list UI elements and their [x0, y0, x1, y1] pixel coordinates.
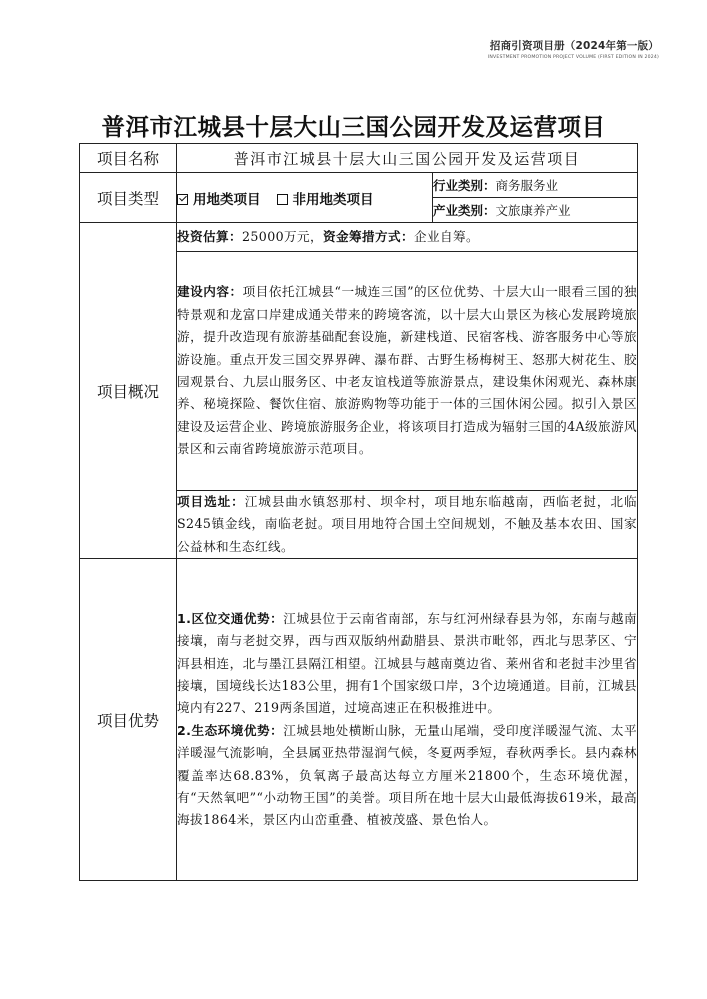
- investment-cell: [177, 223, 638, 252]
- construction-text: 项目依托江城县“一城连三国”的区位优势、十层大山一眼看三国的独特景观和龙富口岸建成通关带来的跨境客流，以十层大山景区为核心发展跨境旅游，提升改造现有旅游基础配套设施，新建栈道、民宿客栈、游客服务中心等旅游设施。重点开发三国交界界碑、瀑布群、古野生杨梅树王、怒那大树花生、胶园观景台、九层山服务区、中老友谊栈道等旅游景点，建设集休闲观光、森林康养、秘境探险、餐饮住宿、旅游购物等功能于一体的三国休闲公园。拟引入景区建设及运营企业、跨境旅游服务企业，将该项目打造成为辐射三国的4A级旅游风景区和云南省跨境旅游示范项目。: [177, 284, 638, 457]
- site-text: 江城县曲水镇怒那村、坝伞村，项目地东临越南，西临老挝，北临S245镇金线，南临老挝。项目用地符合国土空间规划，不触及基本农田、国家公益林和生态红线。: [177, 494, 638, 554]
- project-type-row: [80, 173, 638, 198]
- advantages-cell: [177, 559, 638, 881]
- funding-label: 资金筹措方式：: [323, 228, 414, 244]
- construction-cell: [177, 252, 638, 491]
- eco-advantage-label: 2.生态环境优势：: [177, 722, 284, 738]
- brochure-title-cn: 招商引资项目册（2024年第一版）: [489, 40, 659, 52]
- overview-label: 项目概况: [80, 223, 177, 559]
- investment-row: [80, 223, 638, 252]
- sector-category-label: 产业类别：: [433, 203, 496, 218]
- project-type-options: [177, 173, 433, 223]
- land-project-option: 用地类项目: [193, 191, 261, 208]
- project-name-value: 普洱市江城县十层大山三国公园开发及运营项目: [177, 144, 638, 173]
- advantages-label: 项目优势: [80, 559, 177, 881]
- investment-value: 25000万元，: [241, 228, 324, 244]
- funding-value: 企业自筹。: [413, 228, 479, 244]
- investment-label: 投资估算：: [177, 228, 242, 244]
- brochure-header: [488, 38, 659, 60]
- location-advantage-text: 江城县位于云南省南部，东与红河州绿春县为邻，东南与越南接壤，南与老挝交界，西与西双版纳州勐腊县、景洪市毗邻，西北与思茅区、宁洱县相连，北与墨江县隔江相望。江城县与越南奠边省、莱州省和老挝丰沙里省接壤，国境线长达183公里，拥有1个国家级口岸，3个边境通道。目前，江城县境内有227、219两条国道，过境高速正在积极推进中。: [177, 610, 638, 716]
- project-info-table: [79, 143, 638, 881]
- non-land-project-option: 非用地类项目: [292, 191, 374, 208]
- sector-category: [433, 198, 638, 223]
- advantages-row: [80, 559, 638, 881]
- checked-box-icon: [177, 194, 188, 205]
- industry-category: [433, 173, 638, 198]
- page-title: 普洱市江城县十层大山三国公园开发及运营项目: [101, 113, 606, 141]
- eco-advantage-text: 江城县地处横断山脉，无量山尾端，受印度洋暖湿气流、太平洋暖湿气流影响，全县属亚热带湿润气候，冬夏两季短，春秋两季长。县内森林覆盖率达68.83%，负氧离子最高达每立方厘米21800个，生态环境优渥，有“天然氧吧”“小动物王国”的美誉。项目所在地十层大山最低海拔619米，最高海拔1864米，景区内山峦重叠、植被茂盛、景色怡人。: [177, 722, 638, 828]
- site-cell: [177, 491, 638, 559]
- sector-category-value: 文旅康养产业: [495, 203, 571, 218]
- project-type-label: 项目类型: [80, 173, 177, 223]
- project-name-label: 项目名称: [80, 144, 177, 173]
- project-name-row: [80, 144, 638, 173]
- unchecked-box-icon: [277, 194, 288, 205]
- industry-category-label: 行业类别：: [433, 178, 496, 193]
- location-advantage: [177, 608, 637, 720]
- industry-category-value: 商务服务业: [495, 178, 559, 193]
- brochure-title-en: INVESTMENT PROMOTION PROJECT VOLUME (FIRST EDITION IN 2024): [487, 55, 659, 60]
- site-label: 项目选址：: [177, 494, 245, 509]
- eco-advantage: [177, 720, 637, 832]
- construction-label: 建设内容：: [177, 284, 243, 300]
- location-advantage-label: 1.区位交通优势：: [177, 610, 284, 626]
